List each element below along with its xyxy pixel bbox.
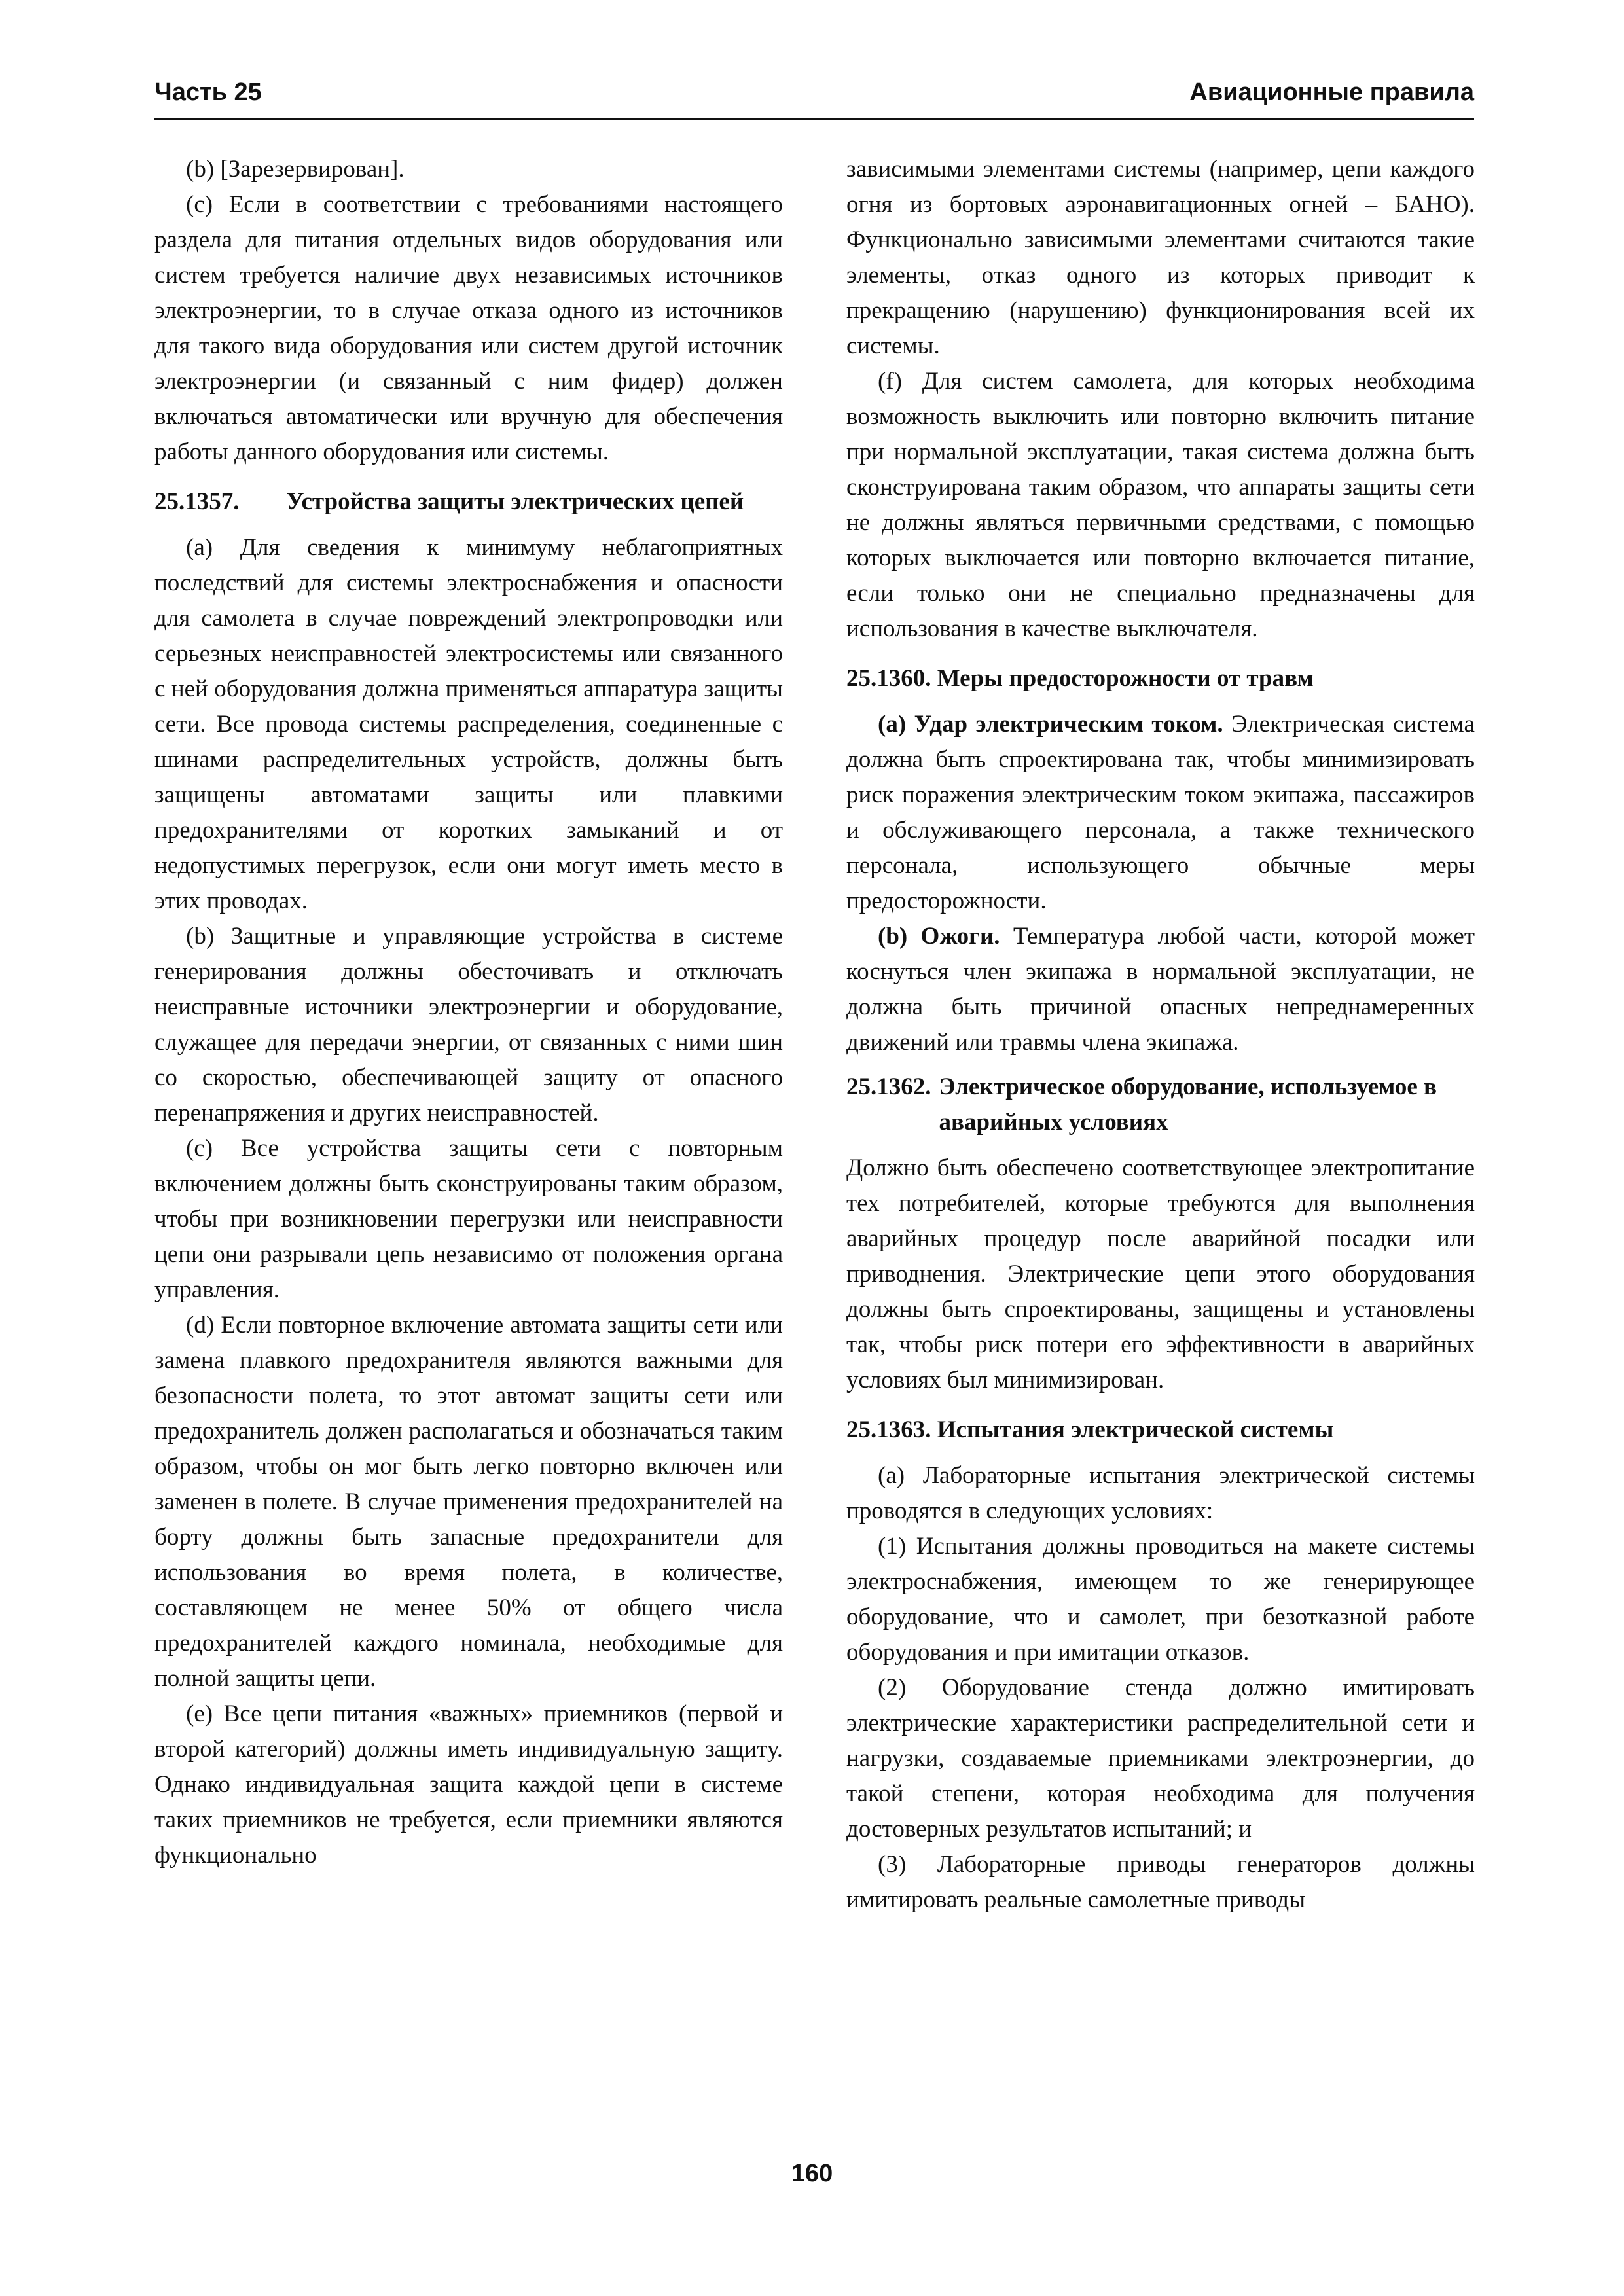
paragraph-c-power-sources: (c) Если в соответствии с требованиями настоящего раздела для питания отдельных видов оборудования или систем требуется наличие двух независимых источников электроэнергии, то в случае отказа одного из источников для такого вида оборудования или систем другой источник электроэнергии (и связанный с ним фидер) должен включаться автоматически или вручную для обеспечения работы данного оборудования или системы. [154, 191, 783, 465]
page-header [154, 77, 1474, 120]
paragraph-1363-a3: (3) Лабораторные приводы генераторов должны имитировать реальные самолетные приводы [846, 1851, 1475, 1913]
section-number: 25.1362. [846, 1073, 931, 1100]
paragraph-1363-a1: (1) Испытания должны проводиться на макете системы электроснабжения, имеющем то же генерирующее оборудование, что и самолет, при безотказной работе оборудования и при имитации отказов. [846, 1533, 1475, 1666]
section-heading-25-1357 [154, 484, 783, 520]
paragraph-b-reserved: (b) [Зарезервирован]. [186, 156, 405, 183]
paragraph-1357-e-continued: зависимыми элементами системы (например, цепи каждого огня из бортовых аэронавигационных огней – БАНО). Функционально зависимыми элементами считаются такие элементы, отказ одного из которых приводит к прекращению (нарушению) функционирования всей их системы. [846, 156, 1475, 359]
paragraph-1360-a-label: (a) Удар электрическим током. [878, 711, 1223, 738]
paragraph-1360-b-text: Температура любой части, которой может коснуться член экипажа в нормальной эксплуатации, не должна быть причиной опасных непреднамеренных движений или травмы члена экипажа. [846, 923, 1475, 1056]
paragraph-1360-b-label: (b) Ожоги. [878, 923, 1000, 950]
section-heading-25-1363: 25.1363. Испытания электрической системы [846, 1416, 1334, 1443]
paragraph-1363-a2: (2) Оборудование стенда должно имитировать электрические характеристики распределительной сети и нагрузки, создаваемые приемниками электроэнергии, до такой степени, которая необходима для получения достоверных результатов испытаний; и [846, 1674, 1475, 1842]
page-number: 160 [791, 2160, 833, 2187]
paragraph-1357-c: (c) Все устройства защиты сети с повторным включением должны быть сконструированы таким образом, чтобы при возникновении перегрузки или неисправности цепи они разрывали цепь независимо от положения органа управления. [154, 1135, 783, 1303]
paragraph-1357-d: (d) Если повторное включение автомата защиты сети или замена плавкого предохранителя являются важными для безопасности полета, то этот автомат защиты сети или предохранитель должен располагаться и обозначаться таким образом, чтобы он мог быть легко повторно включен или заменен в полете. В случае применения предохранителей на борту должны быть запасные предохранители для использования во время полета, в количестве, составляющем не менее 50% от общего числа предохранителей каждого номинала, необходимые для полной защиты цепи. [154, 1312, 783, 1692]
section-number: 25.1357. [154, 488, 240, 515]
paragraph-1357-f: (f) Для систем самолета, для которых необходима возможность выключить или повторно включить питание при нормальной эксплуатации, такая система должна быть сконструирована таким образом, что аппараты защиты сети не должны являться первичными средствами, с помощью которых выключается или повторно включается питание, если только они не специально предназначены для использования в качестве выключателя. [846, 368, 1475, 642]
section-title: Устройства защиты электрических цепей [286, 488, 744, 515]
paragraph-1360-a-text: Электрическая система должна быть спроектирована так, чтобы минимизировать риск поражения электрическим током экипажа, пассажиров и обслуживающего персонала, а также технического персонала, использующего обычные меры предосторожности. [846, 711, 1475, 914]
section-heading-25-1362 [846, 1069, 1475, 1140]
header-part-label: Часть 25 [154, 79, 262, 106]
paragraph-1360-a [846, 707, 1475, 919]
right-column [846, 152, 1475, 1918]
paragraph-1363-a: (a) Лабораторные испытания электрической системы проводятся в следующих условиях: [846, 1462, 1475, 1524]
paragraph-1360-b [846, 919, 1475, 1060]
paragraph-1357-b: (b) Защитные и управляющие устройства в системе генерирования должны обесточивать и отключать неисправные источники электроэнергии и оборудование, служащее для передачи энергии, от связанных с ними шин со скоростью, обеспечивающей защиту от опасного перенапряжения и других неисправностей. [154, 923, 783, 1126]
paragraph-1357-a: (a) Для сведения к минимуму неблагоприятных последствий для системы электроснабжения и опасности для самолета в случае повреждений электропроводки или серьезных неисправностей электросистемы или связанного с ней оборудования должна применяться аппаратура защиты сети. Все провода системы распределения, соединенные с шинами распределительных устройств, должны быть защищены автоматами защиты или плавкими предохранителями от коротких замыканий и от недопустимых перегрузок, если они могут иметь место в этих проводах. [154, 534, 783, 914]
header-document-title: Авиационные правила [1189, 79, 1474, 106]
paragraph-1362-text: Должно быть обеспечено соответствующее электропитание тех потребителей, которые требуются для выполнения аварийных процедур после аварийной посадки или приводнения. Электрические цепи этого оборудования должны быть спроектированы, защищены и установлены так, чтобы риск потери его эффективности в аварийных условиях был минимизирован. [846, 1155, 1475, 1393]
left-column [154, 152, 783, 1873]
paragraph-1357-e: (e) Все цепи питания «важных» приемников (первой и второй категорий) должны иметь индивидуальную защиту. Однако индивидуальная защита каждой цепи в системе таких приемников не требуется, если приемники являются функционально [154, 1700, 783, 1869]
section-heading-25-1360: 25.1360. Меры предосторожности от травм [846, 665, 1314, 692]
section-title: Электрическое оборудование, используемое в аварийных условиях [939, 1073, 1437, 1136]
